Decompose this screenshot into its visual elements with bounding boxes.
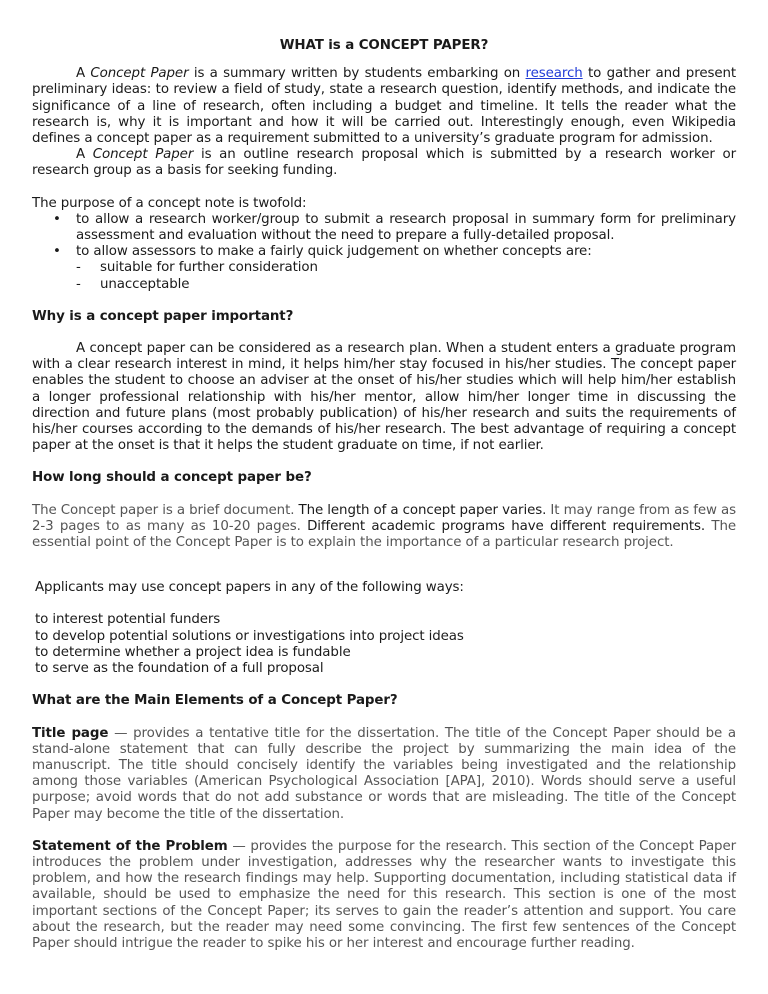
intro-text: A	[76, 66, 91, 82]
length-text: Different academic programs have different requirements.	[307, 518, 706, 534]
elements-heading: What are the Main Elements of a Concept Paper?	[32, 693, 398, 709]
dash-item: - suitable for further consideration	[100, 260, 736, 276]
document-page	[32, 38, 736, 952]
intro-text: A	[76, 147, 93, 163]
purpose-bullet-list	[32, 212, 736, 293]
applicants-item: to develop potential solutions or investigations into project ideas	[35, 628, 464, 644]
length-paragraph	[32, 503, 736, 552]
document-title: WHAT is a CONCEPT PAPER?	[279, 38, 489, 53]
problem-label: Statement of the Problem	[32, 838, 228, 854]
intro-paragraph-1	[32, 66, 736, 147]
problem-paragraph	[32, 839, 736, 952]
title-page-paragraph	[32, 726, 736, 823]
intro-paragraph-2	[32, 147, 736, 179]
purpose-bullet-text: to allow assessors to make a fairly quick judgement on whether concepts are:	[76, 244, 592, 260]
applicants-item: to determine whether a project idea is fundable	[35, 644, 351, 660]
intro-text: is a summary written by students embarking on	[188, 66, 526, 82]
intro-text: is an outline research proposal which is submitted by a research worker or research group as a basis for seeking funding.	[32, 147, 736, 179]
purpose-dash-list	[76, 260, 736, 292]
research-link[interactable]: research	[525, 66, 583, 82]
why-heading: Why is a concept paper important?	[32, 308, 294, 324]
purpose-bullet: • to allow a research worker/group to submit a research proposal in summary form for preliminary assessment and evaluation without the need to prepare a fully-detailed proposal.	[76, 212, 736, 244]
intro-emphasis: Concept Paper	[90, 66, 189, 82]
length-text: The essential point of the Concept Paper is to explain the importance of a particular research project.	[32, 518, 736, 551]
applicants-item: to interest potential funders	[35, 612, 221, 628]
title-page-label: Title page	[32, 725, 109, 741]
problem-text: — provides the purpose for the research. This section of the Concept Paper introduces the problem under investigation, addresses why the researcher wants to investigate this problem, and how the research findings may help. Supporting documentation, including statistical data if available, should be used to emphasize the need for this research. This section is one of the most important sections of the Concept Paper; its serves to gain the reader’s attention and support. You care about the research, but the reader may need some convincing. The first few sentences of the Concept Paper should intrigue the reader to spike his or her interest and encourage further reading.	[32, 838, 736, 951]
purpose-bullet	[76, 244, 736, 293]
length-text: It may range from as few as 2-3 pages to as many as 10-20 pages.	[32, 502, 736, 534]
dash-item: - unacceptable	[100, 277, 736, 293]
intro-text: to gather and present preliminary ideas: to review a field of study, state a research question, identify methods, and indicate the significance of a line of research, often including a budget and timeline. It tells the reader what the research is, why it is important and how it will be carried out. Interestingly enough, even Wikipedia defines a concept paper as a requirement submitted to a university’s graduate program for admission.	[32, 66, 737, 147]
applicants-section	[32, 580, 736, 677]
length-text: The length of a concept paper varies.	[298, 502, 547, 518]
applicants-item: to serve as the foundation of a full proposal	[35, 661, 324, 677]
purpose-lead: The purpose of a concept note is twofold:	[32, 195, 307, 211]
length-text: The Concept paper is a brief document.	[32, 502, 299, 518]
applicants-lead: Applicants may use concept papers in any of the following ways:	[35, 580, 464, 596]
why-paragraph: A concept paper can be considered as a research plan. When a student enters a graduate program with a clear research interest in mind, it helps him/her stay focused in his/her studies. The concept paper enables the student to choose an adviser at the onset of his/her studies which will help him/her establish a longer professional relationship with his/her mentor, allow him/her longer time in discussing the direction and future plans (most probably publication) of his/her research and suits the requirements of his/her courses according to the demands of his/her research. The best advantage of requiring a concept paper at the onset is that it helps the student graduate on time, if not earlier.	[32, 341, 736, 454]
length-heading: How long should a concept paper be?	[32, 470, 312, 486]
title-page-text: — provides a tentative title for the dissertation. The title of the Concept Paper should be a stand-alone statement that can fully describe the project by summarizing the main idea of the manuscript. The title should concisely identify the variables being investigated and the relationship among those variables (American Psychological Association [APA], 2010). Words should serve a useful purpose; avoid words that do not add substance or words that are misleading. The title of the Concept Paper may become the title of the dissertation.	[32, 725, 736, 822]
intro-emphasis: Concept Paper	[92, 147, 194, 163]
